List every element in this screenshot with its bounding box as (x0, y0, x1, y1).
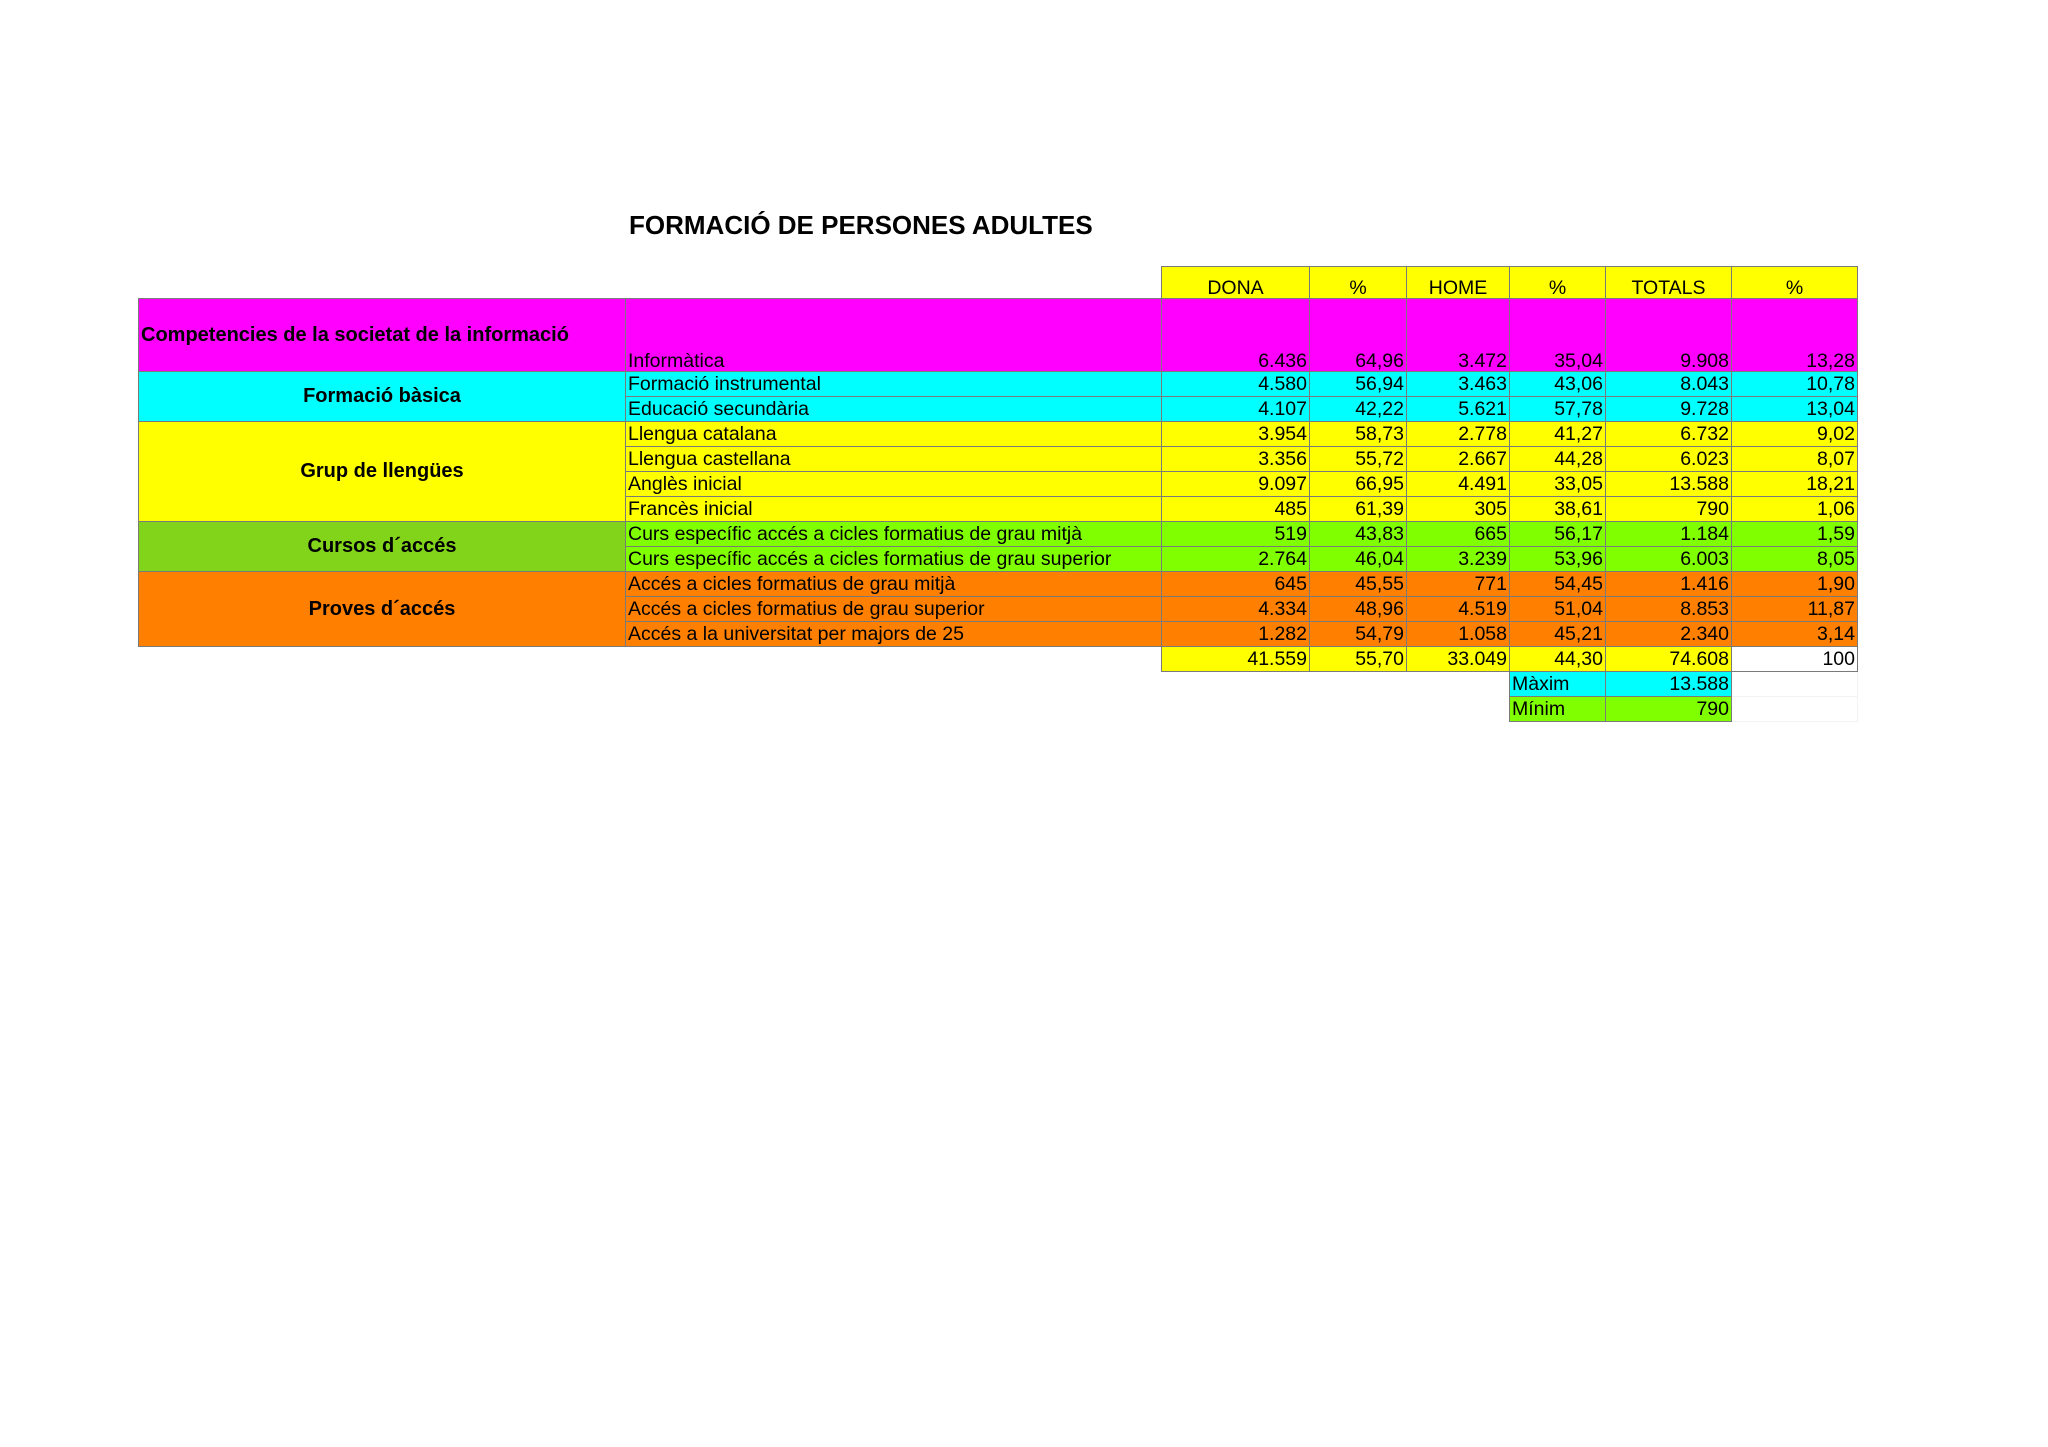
cell-home[interactable]: 305 (1407, 497, 1510, 522)
row-label[interactable]: Curs específic accés a cicles formatius de grau mitjà (626, 522, 1162, 547)
cell-totals-pct[interactable]: 8,05 (1732, 547, 1858, 572)
cell-home[interactable]: 2.667 (1407, 447, 1510, 472)
cell-totals-pct[interactable]: 1,59 (1732, 522, 1858, 547)
min-value[interactable]: 790 (1606, 697, 1732, 722)
cell-totals[interactable]: 6.023 (1606, 447, 1732, 472)
cell-dona[interactable]: 485 (1162, 497, 1310, 522)
cell-dona[interactable]: 4.107 (1162, 397, 1310, 422)
cell-home[interactable]: 4.519 (1407, 597, 1510, 622)
cell-dona-pct[interactable]: 56,94 (1310, 372, 1407, 397)
total-dona-pct[interactable]: 55,70 (1310, 647, 1407, 672)
total-home[interactable]: 33.049 (1407, 647, 1510, 672)
cell-dona-pct[interactable]: 61,39 (1310, 497, 1407, 522)
empty-cell (139, 647, 626, 672)
cell-home-pct[interactable]: 56,17 (1510, 522, 1606, 547)
max-row (139, 672, 1858, 697)
max-label[interactable]: Màxim (1510, 672, 1606, 697)
row-label[interactable]: Formació instrumental (626, 372, 1162, 397)
row-label[interactable]: Educació secundària (626, 397, 1162, 422)
cell-totals-pct[interactable]: 1,06 (1732, 497, 1858, 522)
empty-cell (626, 672, 1162, 697)
row-label[interactable]: Francès inicial (626, 497, 1162, 522)
table-row (139, 372, 1858, 397)
total-totals-pct[interactable]: 100 (1732, 647, 1858, 672)
empty-cell (139, 697, 626, 722)
cell-dona[interactable]: 519 (1162, 522, 1310, 547)
cell-home[interactable]: 771 (1407, 572, 1510, 597)
row-label[interactable]: Llengua catalana (626, 422, 1162, 447)
cell-home-pct[interactable]: 54,45 (1510, 572, 1606, 597)
row-label[interactable]: Anglès inicial (626, 472, 1162, 497)
column-header-dona[interactable]: DONA (1162, 267, 1310, 299)
total-home-pct[interactable]: 44,30 (1510, 647, 1606, 672)
cell-home[interactable]: 3.463 (1407, 372, 1510, 397)
cell-dona-pct[interactable]: 64,96 (1310, 299, 1407, 372)
row-label[interactable]: Accés a cicles formatius de grau mitjà (626, 572, 1162, 597)
cell-home-pct[interactable]: 44,28 (1510, 447, 1606, 472)
cell-totals-pct[interactable]: 3,14 (1732, 622, 1858, 647)
table-row (139, 422, 1858, 447)
cell-totals-pct[interactable]: 13,04 (1732, 397, 1858, 422)
cell-dona-pct[interactable]: 55,72 (1310, 447, 1407, 472)
cell-home-pct[interactable]: 45,21 (1510, 622, 1606, 647)
cell-totals[interactable]: 790 (1606, 497, 1732, 522)
cell-totals[interactable]: 8.853 (1606, 597, 1732, 622)
total-totals[interactable]: 74.608 (1606, 647, 1732, 672)
category-proves-acces[interactable]: Proves d´accés (139, 572, 626, 647)
empty-cell (1732, 697, 1858, 722)
cell-home[interactable]: 4.491 (1407, 472, 1510, 497)
cell-dona[interactable]: 4.334 (1162, 597, 1310, 622)
row-label[interactable]: Informàtica (626, 299, 1162, 372)
cell-totals-pct[interactable]: 9,02 (1732, 422, 1858, 447)
category-grup-llengues[interactable]: Grup de llengües (139, 422, 626, 522)
cell-dona-pct[interactable]: 58,73 (1310, 422, 1407, 447)
cell-dona[interactable]: 645 (1162, 572, 1310, 597)
cell-dona[interactable]: 3.356 (1162, 447, 1310, 472)
cell-totals-pct[interactable]: 10,78 (1732, 372, 1858, 397)
total-dona[interactable]: 41.559 (1162, 647, 1310, 672)
column-header-totals-pct[interactable]: % (1732, 267, 1858, 299)
cell-totals[interactable]: 8.043 (1606, 372, 1732, 397)
cell-home-pct[interactable]: 33,05 (1510, 472, 1606, 497)
cell-totals[interactable]: 6.732 (1606, 422, 1732, 447)
column-header-dona-pct[interactable]: % (1310, 267, 1407, 299)
min-row (139, 697, 1858, 722)
cell-home-pct[interactable]: 35,04 (1510, 299, 1606, 372)
cell-home[interactable]: 5.621 (1407, 397, 1510, 422)
cell-totals[interactable]: 13.588 (1606, 472, 1732, 497)
page-title: FORMACIÓ DE PERSONES ADULTES (629, 210, 1093, 240)
cell-totals-pct[interactable]: 1,90 (1732, 572, 1858, 597)
cell-dona[interactable]: 6.436 (1162, 299, 1310, 372)
row-label[interactable]: Curs específic accés a cicles formatius de grau superior (626, 547, 1162, 572)
empty-cell (1162, 672, 1310, 697)
cell-dona-pct[interactable]: 46,04 (1310, 547, 1407, 572)
category-cursos-acces[interactable]: Cursos d´accés (139, 522, 626, 572)
table-row (139, 299, 1858, 372)
cell-dona[interactable]: 2.764 (1162, 547, 1310, 572)
cell-dona[interactable]: 3.954 (1162, 422, 1310, 447)
cell-dona-pct[interactable]: 66,95 (1310, 472, 1407, 497)
category-formacio-basica[interactable]: Formació bàsica (139, 372, 626, 422)
row-label[interactable]: Accés a cicles formatius de grau superior (626, 597, 1162, 622)
cell-home-pct[interactable]: 38,61 (1510, 497, 1606, 522)
cell-home-pct[interactable]: 57,78 (1510, 397, 1606, 422)
empty-cell (1407, 672, 1510, 697)
cell-dona-pct[interactable]: 48,96 (1310, 597, 1407, 622)
empty-cell (139, 267, 626, 299)
row-label[interactable]: Accés a la universitat per majors de 25 (626, 622, 1162, 647)
cell-totals-pct[interactable]: 8,07 (1732, 447, 1858, 472)
totals-row (139, 647, 1858, 672)
cell-totals[interactable]: 9.908 (1606, 299, 1732, 372)
cell-dona[interactable]: 4.580 (1162, 372, 1310, 397)
empty-cell (1310, 697, 1407, 722)
cell-dona-pct[interactable]: 42,22 (1310, 397, 1407, 422)
cell-totals[interactable]: 6.003 (1606, 547, 1732, 572)
cell-home[interactable]: 2.778 (1407, 422, 1510, 447)
empty-cell (1310, 672, 1407, 697)
cell-totals[interactable]: 1.184 (1606, 522, 1732, 547)
header-row (139, 267, 1858, 299)
cell-dona-pct[interactable]: 54,79 (1310, 622, 1407, 647)
cell-home-pct[interactable]: 43,06 (1510, 372, 1606, 397)
empty-cell (626, 697, 1162, 722)
max-value[interactable]: 13.588 (1606, 672, 1732, 697)
cell-home-pct[interactable]: 51,04 (1510, 597, 1606, 622)
cell-home[interactable]: 665 (1407, 522, 1510, 547)
column-header-home[interactable]: HOME (1407, 267, 1510, 299)
empty-cell (626, 267, 1162, 299)
table-row (139, 522, 1858, 547)
column-header-totals[interactable]: TOTALS (1606, 267, 1732, 299)
cell-home[interactable]: 1.058 (1407, 622, 1510, 647)
cell-totals-pct[interactable]: 11,87 (1732, 597, 1858, 622)
cell-totals[interactable]: 9.728 (1606, 397, 1732, 422)
cell-dona-pct[interactable]: 43,83 (1310, 522, 1407, 547)
cell-home-pct[interactable]: 53,96 (1510, 547, 1606, 572)
table-row (139, 572, 1858, 597)
empty-cell (139, 672, 626, 697)
cell-totals-pct[interactable]: 13,28 (1732, 299, 1858, 372)
cell-home-pct[interactable]: 41,27 (1510, 422, 1606, 447)
row-label[interactable]: Llengua castellana (626, 447, 1162, 472)
empty-cell (626, 647, 1162, 672)
cell-dona[interactable]: 9.097 (1162, 472, 1310, 497)
category-competencies[interactable]: Competencies de la societat de la informació (139, 299, 626, 372)
cell-totals-pct[interactable]: 18,21 (1732, 472, 1858, 497)
cell-dona-pct[interactable]: 45,55 (1310, 572, 1407, 597)
data-table (138, 266, 1858, 722)
empty-cell (1162, 697, 1310, 722)
empty-cell (1407, 697, 1510, 722)
empty-cell (1732, 672, 1858, 697)
cell-home[interactable]: 3.472 (1407, 299, 1510, 372)
cell-totals[interactable]: 1.416 (1606, 572, 1732, 597)
cell-totals[interactable]: 2.340 (1606, 622, 1732, 647)
column-header-home-pct[interactable]: % (1510, 267, 1606, 299)
cell-dona[interactable]: 1.282 (1162, 622, 1310, 647)
cell-home[interactable]: 3.239 (1407, 547, 1510, 572)
min-label[interactable]: Mínim (1510, 697, 1606, 722)
